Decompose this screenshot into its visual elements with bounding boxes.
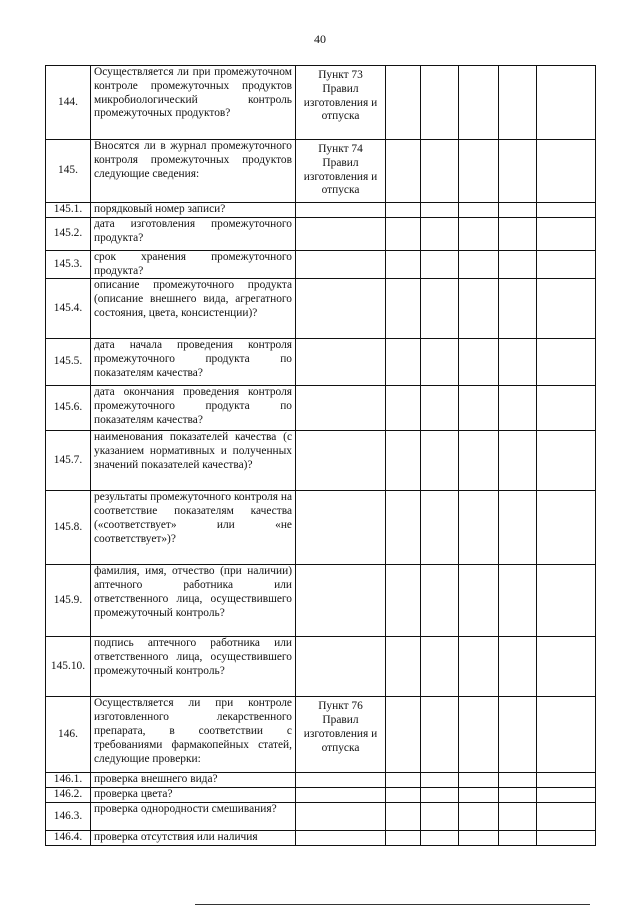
- answer-cell[interactable]: [537, 431, 596, 491]
- question-text: фамилия, имя, отчество (при наличии) аптечного работника или ответственного лица, осуществившего промежуточный контроль?: [91, 565, 296, 637]
- answer-cell[interactable]: [537, 802, 596, 830]
- answer-cell[interactable]: [459, 773, 499, 788]
- question-text: порядковый номер записи?: [91, 203, 296, 218]
- item-number: 145.10.: [46, 637, 91, 697]
- answer-cell[interactable]: [421, 66, 459, 140]
- answer-cell[interactable]: [459, 217, 499, 250]
- answer-cell[interactable]: [459, 565, 499, 637]
- answer-cell[interactable]: [499, 250, 537, 279]
- answer-cell[interactable]: [386, 217, 421, 250]
- table-row: [46, 565, 596, 637]
- requirement-reference: Пункт 74 Правил изготовления и отпуска: [296, 140, 386, 203]
- table-row: [46, 66, 596, 140]
- answer-cell[interactable]: [421, 386, 459, 431]
- item-number: 145.3.: [46, 250, 91, 279]
- answer-cell[interactable]: [499, 788, 537, 803]
- question-text: дата изготовления промежуточного продукта?: [91, 217, 296, 250]
- requirement-reference: [296, 830, 386, 845]
- table-row: [46, 250, 596, 279]
- item-number: 145.5.: [46, 339, 91, 386]
- answer-cell[interactable]: [499, 66, 537, 140]
- answer-cell[interactable]: [386, 339, 421, 386]
- answer-cell[interactable]: [421, 250, 459, 279]
- answer-cell[interactable]: [421, 697, 459, 773]
- answer-cell[interactable]: [537, 773, 596, 788]
- table-row: [46, 431, 596, 491]
- answer-cell[interactable]: [459, 788, 499, 803]
- table-row: [46, 637, 596, 697]
- answer-cell[interactable]: [499, 491, 537, 565]
- answer-cell[interactable]: [537, 217, 596, 250]
- question-text: описание промежуточного продукта (описание внешнего вида, агрегатного состояния, цвета, консистенции)?: [91, 279, 296, 339]
- answer-cell[interactable]: [386, 491, 421, 565]
- table-row: [46, 203, 596, 218]
- answer-cell[interactable]: [499, 386, 537, 431]
- requirement-reference: [296, 386, 386, 431]
- answer-cell[interactable]: [537, 66, 596, 140]
- answer-cell[interactable]: [499, 830, 537, 845]
- answer-cell[interactable]: [386, 697, 421, 773]
- question-text: дата окончания проведения контроля промежуточного продукта по показателям качества?: [91, 386, 296, 431]
- requirement-reference: [296, 339, 386, 386]
- answer-cell[interactable]: [537, 339, 596, 386]
- answer-cell[interactable]: [499, 802, 537, 830]
- question-text: наименования показателей качества (с указанием нормативных и полученных значений показателей качества)?: [91, 431, 296, 491]
- answer-cell[interactable]: [499, 431, 537, 491]
- question-text: проверка цвета?: [91, 788, 296, 803]
- table-row: [46, 386, 596, 431]
- table-row: [46, 773, 596, 788]
- answer-cell[interactable]: [421, 565, 459, 637]
- answer-cell[interactable]: [459, 66, 499, 140]
- answer-cell[interactable]: [386, 773, 421, 788]
- item-number: 146.1.: [46, 773, 91, 788]
- answer-cell[interactable]: [459, 140, 499, 203]
- question-text: Осуществляется ли при промежуточном контроле промежуточных продуктов микробиологический контроль промежуточных продуктов?: [91, 66, 296, 140]
- requirement-reference: [296, 637, 386, 697]
- answer-cell[interactable]: [421, 491, 459, 565]
- requirement-reference: [296, 431, 386, 491]
- requirement-reference: [296, 491, 386, 565]
- requirement-reference: [296, 565, 386, 637]
- table-row: [46, 279, 596, 339]
- table-row: [46, 140, 596, 203]
- table-row: [46, 802, 596, 830]
- requirement-reference: [296, 802, 386, 830]
- answer-cell[interactable]: [459, 203, 499, 218]
- answer-cell[interactable]: [386, 565, 421, 637]
- answer-cell[interactable]: [459, 386, 499, 431]
- answer-cell[interactable]: [537, 697, 596, 773]
- answer-cell[interactable]: [499, 203, 537, 218]
- answer-cell[interactable]: [421, 788, 459, 803]
- question-text: проверка однородности смешивания?: [91, 802, 296, 830]
- answer-cell[interactable]: [459, 339, 499, 386]
- item-number: 145.8.: [46, 491, 91, 565]
- answer-cell[interactable]: [421, 637, 459, 697]
- answer-cell[interactable]: [421, 802, 459, 830]
- answer-cell[interactable]: [421, 773, 459, 788]
- item-number: 145.2.: [46, 217, 91, 250]
- answer-cell[interactable]: [386, 203, 421, 218]
- item-number: 146.3.: [46, 802, 91, 830]
- requirement-reference: [296, 788, 386, 803]
- answer-cell[interactable]: [386, 637, 421, 697]
- answer-cell[interactable]: [499, 217, 537, 250]
- item-number: 146.2.: [46, 788, 91, 803]
- answer-cell[interactable]: [421, 217, 459, 250]
- page-number: 40: [314, 32, 326, 46]
- answer-cell[interactable]: [499, 637, 537, 697]
- answer-cell[interactable]: [386, 250, 421, 279]
- answer-cell[interactable]: [386, 140, 421, 203]
- question-text: Осуществляется ли при контроле изготовленного лекарственного препарата, в соответствии с требованиями фармакопейных статей, следующие проверки:: [91, 697, 296, 773]
- question-text: срок хранения промежуточного продукта?: [91, 250, 296, 279]
- requirement-reference: Пункт 73 Правил изготовления и отпуска: [296, 66, 386, 140]
- answer-cell[interactable]: [499, 773, 537, 788]
- item-number: 146.: [46, 697, 91, 773]
- answer-cell[interactable]: [499, 565, 537, 637]
- answer-cell[interactable]: [386, 788, 421, 803]
- answer-cell[interactable]: [537, 565, 596, 637]
- question-text: Вносятся ли в журнал промежуточного контроля промежуточных продуктов следующие сведения:: [91, 140, 296, 203]
- answer-cell[interactable]: [421, 140, 459, 203]
- answer-cell[interactable]: [386, 386, 421, 431]
- requirement-reference: [296, 217, 386, 250]
- answer-cell[interactable]: [386, 66, 421, 140]
- answer-cell[interactable]: [459, 802, 499, 830]
- answer-cell[interactable]: [421, 203, 459, 218]
- answer-cell[interactable]: [499, 279, 537, 339]
- answer-cell[interactable]: [499, 697, 537, 773]
- answer-cell[interactable]: [459, 279, 499, 339]
- answer-cell[interactable]: [537, 637, 596, 697]
- answer-cell[interactable]: [459, 491, 499, 565]
- requirement-reference: [296, 203, 386, 218]
- table-row: [46, 830, 596, 845]
- item-number: 144.: [46, 66, 91, 140]
- answer-cell[interactable]: [459, 431, 499, 491]
- answer-cell[interactable]: [421, 339, 459, 386]
- answer-cell[interactable]: [459, 250, 499, 279]
- answer-cell[interactable]: [459, 830, 499, 845]
- question-text: результаты промежуточного контроля на соответствие показателям качества («соответствует» или «не соответствует»)?: [91, 491, 296, 565]
- answer-cell[interactable]: [459, 637, 499, 697]
- item-number: 145.4.: [46, 279, 91, 339]
- checklist-table: [45, 65, 596, 846]
- answer-cell[interactable]: [386, 830, 421, 845]
- answer-cell[interactable]: [537, 140, 596, 203]
- answer-cell[interactable]: [537, 491, 596, 565]
- answer-cell[interactable]: [386, 279, 421, 339]
- question-text: подпись аптечного работника или ответственного лица, осуществившего промежуточный контроль?: [91, 637, 296, 697]
- answer-cell[interactable]: [421, 830, 459, 845]
- answer-cell[interactable]: [499, 140, 537, 203]
- answer-cell[interactable]: [537, 250, 596, 279]
- item-number: 146.4.: [46, 830, 91, 845]
- requirement-reference: [296, 250, 386, 279]
- item-number: 145.6.: [46, 386, 91, 431]
- answer-cell[interactable]: [459, 697, 499, 773]
- table-row: [46, 788, 596, 803]
- answer-cell[interactable]: [421, 279, 459, 339]
- answer-cell[interactable]: [537, 788, 596, 803]
- table-row: [46, 217, 596, 250]
- answer-cell[interactable]: [499, 339, 537, 386]
- answer-cell[interactable]: [537, 203, 596, 218]
- question-text: проверка внешнего вида?: [91, 773, 296, 788]
- requirement-reference: [296, 773, 386, 788]
- answer-cell[interactable]: [386, 431, 421, 491]
- answer-cell[interactable]: [537, 386, 596, 431]
- table-row: [46, 697, 596, 773]
- item-number: 145.1.: [46, 203, 91, 218]
- requirement-reference: Пункт 76 Правил изготовления и отпуска: [296, 697, 386, 773]
- answer-cell[interactable]: [386, 802, 421, 830]
- table-row: [46, 491, 596, 565]
- item-number: 145.7.: [46, 431, 91, 491]
- table-row: [46, 339, 596, 386]
- item-number: 145.9.: [46, 565, 91, 637]
- question-text: проверка отсутствия или наличия: [91, 830, 296, 845]
- answer-cell[interactable]: [421, 431, 459, 491]
- question-text: дата начала проведения контроля промежуточного продукта по показателям качества?: [91, 339, 296, 386]
- requirement-reference: [296, 279, 386, 339]
- answer-cell[interactable]: [537, 830, 596, 845]
- item-number: 145.: [46, 140, 91, 203]
- answer-cell[interactable]: [537, 279, 596, 339]
